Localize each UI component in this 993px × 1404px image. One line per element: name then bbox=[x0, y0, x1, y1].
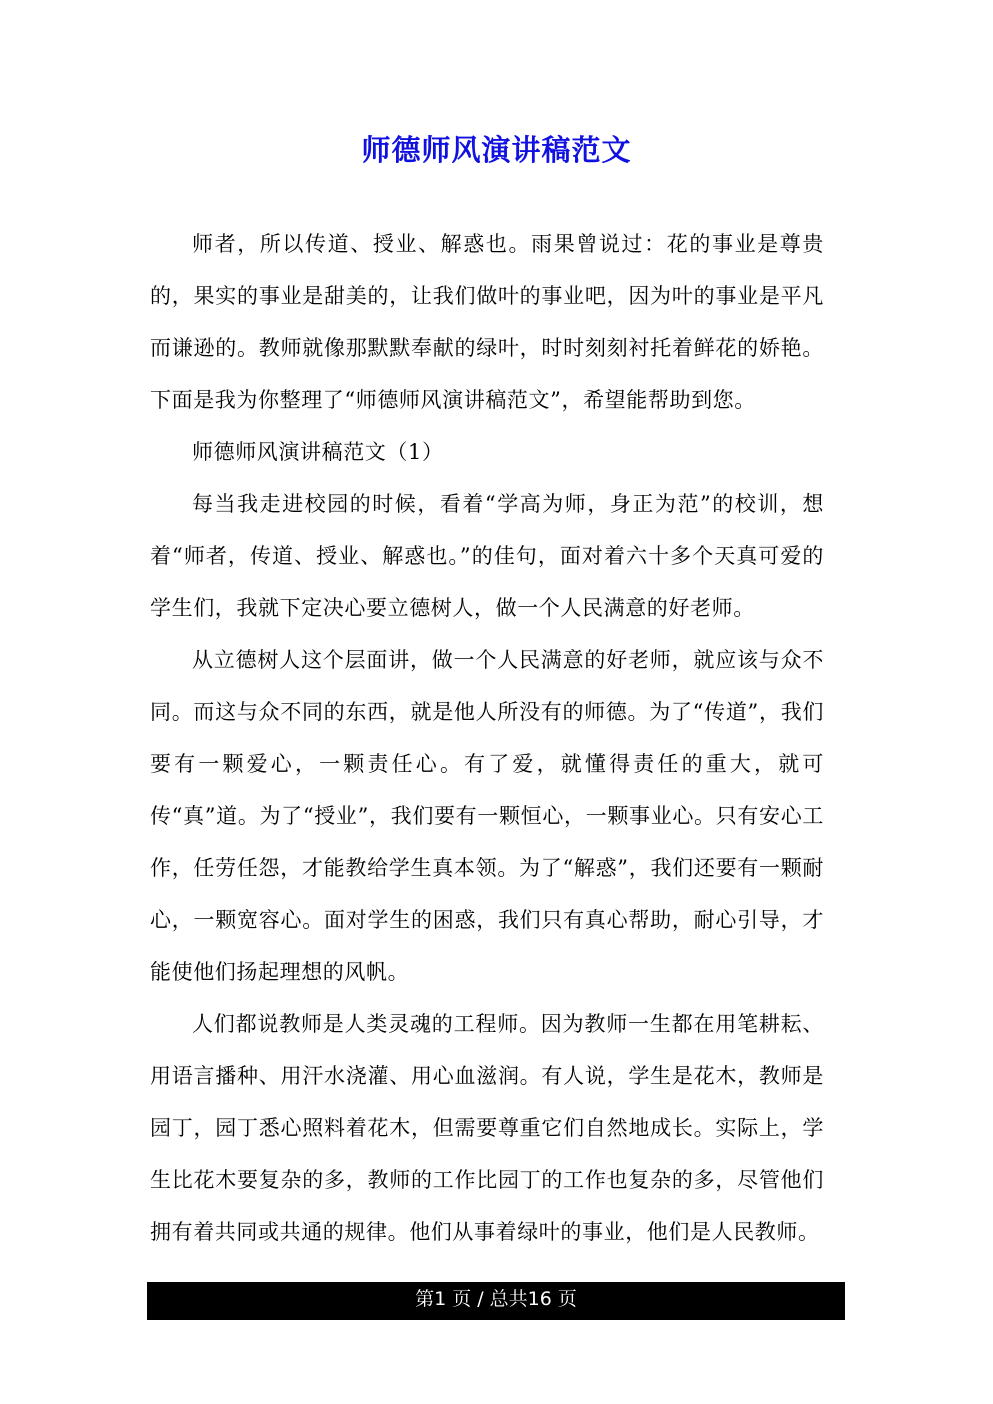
body-paragraph-3: 人们都说教师是人类灵魂的工程师。因为教师一生都在用笔耕耘、用语言播种、用汗水浇灌、用心血滋润。有人说，学生是花木，教师是园丁，园丁悉心照料着花木，但需要尊重它们自然地成长。实际上，学生比花木要复杂的多，教师的工作比园丁的工作也复杂的多，尽管他们拥有着共同或共通的规律。他们从事着绿叶的事业，他们是人民教师。 bbox=[150, 1012, 824, 1244]
intro-paragraph: 师者，所以传道、授业、解惑也。雨果曾说过：花的事业是尊贵的，果实的事业是甜美的，让我们做叶的事业吧，因为叶的事业是平凡而谦逊的。教师就像那默默奉献的绿叶，时时刻刻衬托着鲜花的娇艳。下面是我为你整理了“师德师风演讲稿范文”，希望能帮助到您。 bbox=[150, 232, 824, 412]
section-heading: 师德师风演讲稿范文（1） bbox=[192, 440, 444, 464]
document-body bbox=[150, 218, 824, 1258]
page-footer-bar bbox=[147, 1282, 845, 1320]
body-paragraph-1: 每当我走进校园的时候，看着“学高为师，身正为范”的校训，想着“师者，传道、授业、解惑也。”的佳句，面对着六十多个天真可爱的学生们，我就下定决心要立德树人，做一个人民满意的好老师。 bbox=[150, 492, 824, 620]
body-paragraph-2: 从立德树人这个层面讲，做一个人民满意的好老师，就应该与众不同。而这与众不同的东西，就是他人所没有的师德。为了“传道”，我们要有一颗爱心，一颗责任心。有了爱，就懂得责任的重大，就可传“真”道。为了“授业”，我们要有一颗恒心，一颗事业心。只有安心工作，任劳任怨，才能教给学生真本领。为了“解惑”，我们还要有一颗耐心，一颗宽容心。面对学生的困惑，我们只有真心帮助，耐心引导，才能使他们扬起理想的风帆。 bbox=[150, 648, 824, 984]
document-title: 师德师风演讲稿范文 bbox=[361, 133, 632, 167]
page-indicator: 第1 页 / 总共16 页 bbox=[415, 1288, 577, 1310]
